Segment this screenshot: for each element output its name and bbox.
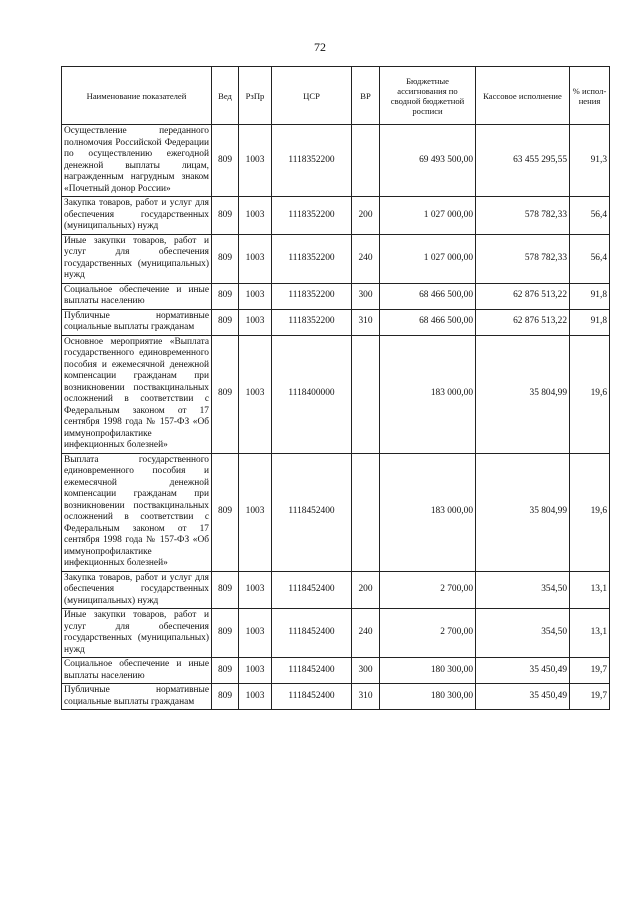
table-row — [62, 283, 610, 309]
row-vr: 300 — [352, 283, 380, 309]
row-csr: 1118352200 — [272, 197, 352, 235]
row-percent: 91,8 — [570, 309, 610, 335]
row-name: Выплата государственного единовременного пособия и ежемесячной денежной компенсации гражданам при возникновении поствакцинальных осложнений в соответствии с Федеральным законом от 17 сентября 1998 года № 157-ФЗ «Об иммунопрофилактике инфекционных болезней» — [62, 453, 212, 571]
row-cash: 354,50 — [476, 571, 570, 609]
row-rzpr: 1003 — [239, 197, 272, 235]
row-rzpr: 1003 — [239, 335, 272, 453]
row-vr — [352, 125, 380, 197]
row-name: Закупка товаров, работ и услуг для обеспечения государственных (муниципальных) нужд — [62, 571, 212, 609]
table-row — [62, 234, 610, 283]
row-budget: 2 700,00 — [380, 571, 476, 609]
header-vr: ВР — [352, 67, 380, 125]
row-cash: 62 876 513,22 — [476, 283, 570, 309]
row-csr: 1118452400 — [272, 453, 352, 571]
header-row — [62, 67, 610, 125]
row-budget: 183 000,00 — [380, 453, 476, 571]
table-row — [62, 658, 610, 684]
row-csr: 1118352200 — [272, 283, 352, 309]
row-vr: 200 — [352, 571, 380, 609]
row-cash: 35 804,99 — [476, 453, 570, 571]
row-csr: 1118400000 — [272, 335, 352, 453]
table-row — [62, 309, 610, 335]
row-name: Публичные нормативные социальные выплаты гражданам — [62, 309, 212, 335]
row-percent: 19,6 — [570, 335, 610, 453]
header-csr: ЦСР — [272, 67, 352, 125]
table-row — [62, 453, 610, 571]
row-rzpr: 1003 — [239, 453, 272, 571]
row-rzpr: 1003 — [239, 234, 272, 283]
row-cash: 35 450,49 — [476, 684, 570, 710]
row-percent: 56,4 — [570, 234, 610, 283]
header-budget: Бюджетные ассигнования по сводной бюджетной росписи — [380, 67, 476, 125]
row-percent: 19,6 — [570, 453, 610, 571]
table-row — [62, 197, 610, 235]
table-row — [62, 335, 610, 453]
row-ved: 809 — [212, 658, 239, 684]
row-ved: 809 — [212, 309, 239, 335]
row-percent: 56,4 — [570, 197, 610, 235]
row-rzpr: 1003 — [239, 283, 272, 309]
row-budget: 180 300,00 — [380, 684, 476, 710]
row-rzpr: 1003 — [239, 658, 272, 684]
row-budget: 69 493 500,00 — [380, 125, 476, 197]
row-vr: 200 — [352, 197, 380, 235]
row-cash: 35 450,49 — [476, 658, 570, 684]
row-vr: 240 — [352, 234, 380, 283]
row-csr: 1118352200 — [272, 309, 352, 335]
row-rzpr: 1003 — [239, 609, 272, 658]
row-name: Закупка товаров, работ и услуг для обеспечения государственных (муниципальных) нужд — [62, 197, 212, 235]
header-name: Наименование показателей — [62, 67, 212, 125]
row-percent: 13,1 — [570, 609, 610, 658]
table-row — [62, 571, 610, 609]
row-name: Публичные нормативные социальные выплаты гражданам — [62, 684, 212, 710]
row-budget: 2 700,00 — [380, 609, 476, 658]
row-rzpr: 1003 — [239, 684, 272, 710]
budget-execution-table — [61, 66, 610, 710]
row-name: Осуществление переданного полномочия Российской Федерации по осуществлению ежегодной денежной выплаты лицам, награжденным нагрудным знаком «Почетный донор России» — [62, 125, 212, 197]
row-ved: 809 — [212, 283, 239, 309]
header-percent: % испол-нения — [570, 67, 610, 125]
row-ved: 809 — [212, 125, 239, 197]
header-ved: Вед — [212, 67, 239, 125]
row-csr: 1118452400 — [272, 658, 352, 684]
row-budget: 68 466 500,00 — [380, 283, 476, 309]
row-rzpr: 1003 — [239, 125, 272, 197]
row-percent: 19,7 — [570, 658, 610, 684]
row-budget: 1 027 000,00 — [380, 234, 476, 283]
row-csr: 1118452400 — [272, 609, 352, 658]
row-budget: 180 300,00 — [380, 658, 476, 684]
row-budget: 68 466 500,00 — [380, 309, 476, 335]
row-name: Социальное обеспечение и иные выплаты населению — [62, 658, 212, 684]
row-csr: 1118352200 — [272, 234, 352, 283]
page-number: 72 — [314, 40, 326, 54]
row-ved: 809 — [212, 571, 239, 609]
table-row — [62, 609, 610, 658]
row-vr — [352, 453, 380, 571]
row-cash: 63 455 295,55 — [476, 125, 570, 197]
row-budget: 183 000,00 — [380, 335, 476, 453]
row-rzpr: 1003 — [239, 309, 272, 335]
row-csr: 1118352200 — [272, 125, 352, 197]
row-name: Иные закупки товаров, работ и услуг для обеспечения государственных (муниципальных) нужд — [62, 609, 212, 658]
row-percent: 91,8 — [570, 283, 610, 309]
table-row — [62, 125, 610, 197]
row-ved: 809 — [212, 335, 239, 453]
row-vr: 300 — [352, 658, 380, 684]
header-cash: Кассовое исполнение — [476, 67, 570, 125]
row-ved: 809 — [212, 453, 239, 571]
row-ved: 809 — [212, 234, 239, 283]
row-name: Социальное обеспечение и иные выплаты населению — [62, 283, 212, 309]
row-percent: 19,7 — [570, 684, 610, 710]
row-percent: 13,1 — [570, 571, 610, 609]
row-csr: 1118452400 — [272, 571, 352, 609]
row-ved: 809 — [212, 197, 239, 235]
row-cash: 35 804,99 — [476, 335, 570, 453]
row-name: Иные закупки товаров, работ и услуг для обеспечения государственных (муниципальных) нужд — [62, 234, 212, 283]
row-vr: 240 — [352, 609, 380, 658]
row-csr: 1118452400 — [272, 684, 352, 710]
row-name: Основное мероприятие «Выплата государственного единовременного пособия и ежемесячной денежной компенсации гражданам при возникновении поствакцинальных осложнений в соответствии с Федеральным законом от 17 сентября 1998 года № 157-ФЗ «Об иммунопрофилактике инфекционных болезней» — [62, 335, 212, 453]
header-rzpr: РзПр — [239, 67, 272, 125]
row-vr — [352, 335, 380, 453]
row-cash: 578 782,33 — [476, 197, 570, 235]
row-cash: 354,50 — [476, 609, 570, 658]
row-budget: 1 027 000,00 — [380, 197, 476, 235]
row-ved: 809 — [212, 684, 239, 710]
row-vr: 310 — [352, 684, 380, 710]
row-rzpr: 1003 — [239, 571, 272, 609]
table-row — [62, 684, 610, 710]
row-percent: 91,3 — [570, 125, 610, 197]
row-ved: 809 — [212, 609, 239, 658]
row-vr: 310 — [352, 309, 380, 335]
row-cash: 62 876 513,22 — [476, 309, 570, 335]
row-cash: 578 782,33 — [476, 234, 570, 283]
